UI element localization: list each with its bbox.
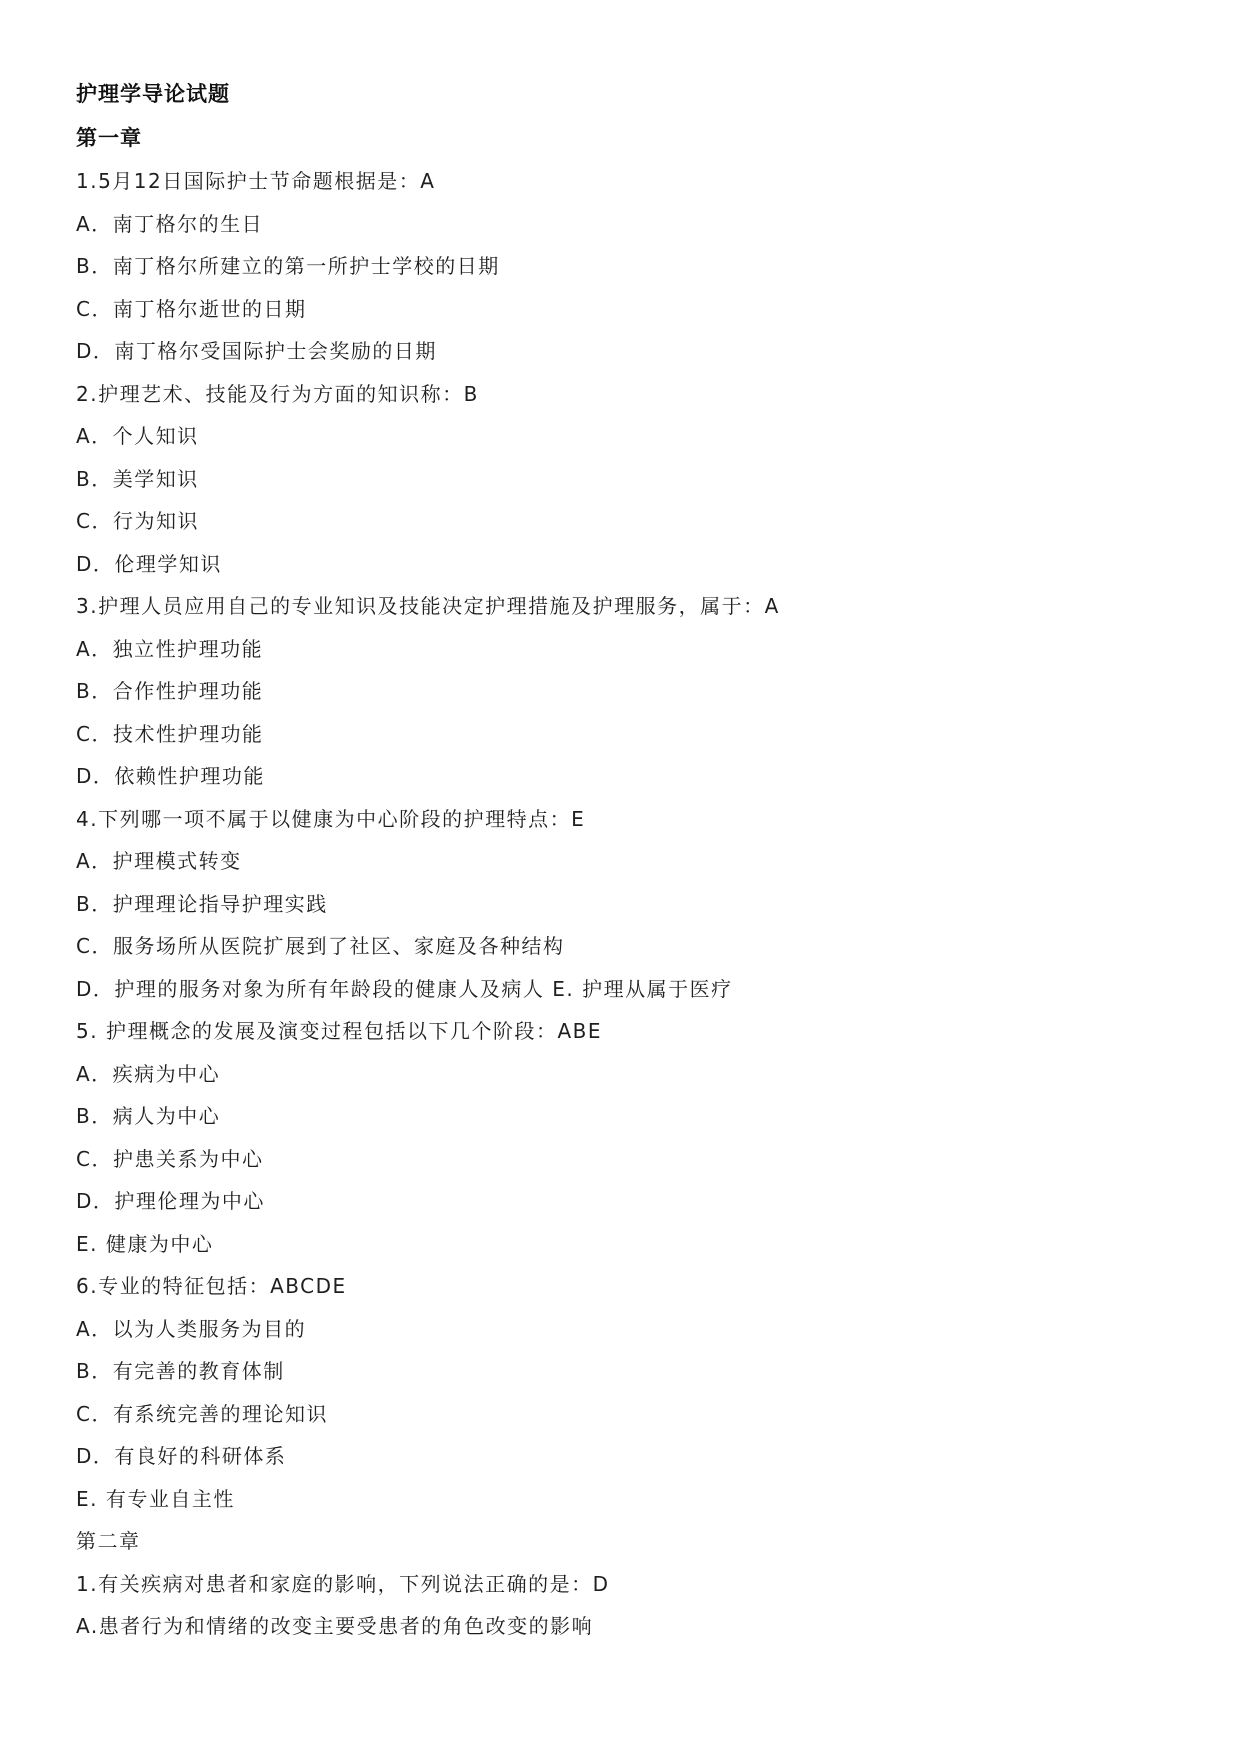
- option-line: D．伦理学知识: [76, 551, 222, 576]
- option-line: B．南丁格尔所建立的第一所护士学校的日期: [76, 254, 500, 278]
- option-line: A.患者行为和情绪的改变主要受患者的角色改变的影响: [76, 1614, 594, 1638]
- option-line: D．有良好的科研体系: [76, 1444, 287, 1468]
- option-line: A．以为人类服务为目的: [76, 1316, 307, 1341]
- option-line: B．合作性护理功能: [76, 679, 264, 703]
- question-5: 5. 护理概念的发展及演变过程包括以下几个阶段：ABE: [76, 1019, 602, 1043]
- option-line: C．护患关系为中心: [76, 1146, 264, 1171]
- option-line: E. 有专业自主性: [76, 1486, 235, 1511]
- option-line: C．有系统完善的理论知识: [76, 1401, 328, 1426]
- question-1: 1.5月12日国际护士节命题根据是：A: [76, 169, 436, 193]
- option-line: A．独立性护理功能: [76, 636, 264, 661]
- question-4: 4.下列哪一项不属于以健康为中心阶段的护理特点：E: [76, 806, 586, 831]
- question-2: 2.护理艺术、技能及行为方面的知识称：B: [76, 381, 479, 406]
- option-line: B．护理理论指导护理实践: [76, 891, 328, 916]
- option-line: E. 健康为中心: [76, 1231, 214, 1256]
- option-line: A．南丁格尔的生日: [76, 211, 264, 236]
- option-line: C．技术性护理功能: [76, 721, 264, 746]
- option-line: A．护理模式转变: [76, 849, 242, 873]
- chapter-heading-2: 第二章: [76, 1529, 141, 1553]
- option-line: D．依赖性护理功能: [76, 764, 265, 788]
- question-3: 3.护理人员应用自己的专业知识及技能决定护理措施及护理服务，属于：A: [76, 594, 780, 618]
- option-line: B．美学知识: [76, 466, 199, 491]
- document-body: [76, 72, 1176, 1648]
- option-line: D．护理的服务对象为所有年龄段的健康人及病人 E. 护理从属于医疗: [76, 976, 733, 1001]
- option-line: A．疾病为中心: [76, 1061, 221, 1086]
- option-line: D．护理伦理为中心: [76, 1189, 265, 1213]
- question-6: 6.专业的特征包括：ABCDE: [76, 1274, 347, 1298]
- option-line: B．病人为中心: [76, 1104, 221, 1128]
- option-line: C．南丁格尔逝世的日期: [76, 296, 307, 321]
- option-line: B．有完善的教育体制: [76, 1359, 285, 1383]
- option-line: A．个人知识: [76, 424, 199, 448]
- chapter-heading-1: 第一章: [76, 126, 142, 150]
- document-title: 护理学导论试题: [76, 82, 230, 106]
- option-line: C．行为知识: [76, 509, 199, 533]
- option-line: D．南丁格尔受国际护士会奖励的日期: [76, 339, 437, 363]
- option-line: C．服务场所从医院扩展到了社区、家庭及各种结构: [76, 934, 565, 958]
- chapter2-question-1: 1.有关疾病对患者和家庭的影响，下列说法正确的是：D: [76, 1571, 610, 1596]
